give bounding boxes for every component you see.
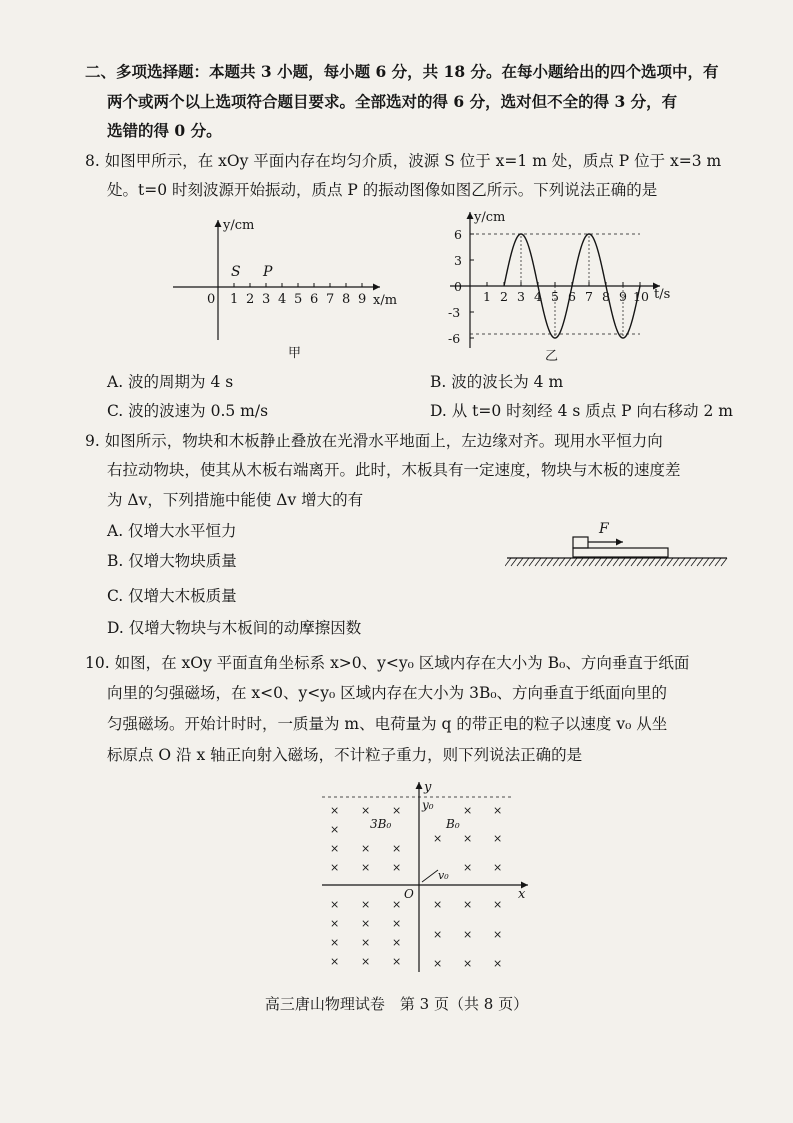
hatch-line <box>613 558 619 566</box>
q10-stem-line4: 标原点 O 沿 x 轴正向射入磁场，不计粒子重力，则下列说法正确的是 <box>107 746 583 764</box>
q10-figure-magnetic-field <box>318 776 538 976</box>
hatch-line <box>655 558 661 566</box>
section-heading-line2: 两个或两个以上选项符合题目要求。全部选对的得 6 分，选对但不全的得 3 分，有 <box>107 92 678 111</box>
field-cross-left: × <box>361 861 371 874</box>
y-tick-label: 6 <box>454 227 462 242</box>
t-tick-label: 9 <box>619 289 627 304</box>
block <box>573 537 588 548</box>
ground-hatch <box>505 558 727 566</box>
field-cross-left: × <box>330 898 340 911</box>
v0-label: v₀ <box>438 869 449 882</box>
x-tick-label: 8 <box>342 292 351 307</box>
q9-option-b[interactable]: B. 仅增大物块质量 <box>107 552 237 570</box>
section-heading-line1: 二、多项选择题：本题共 3 小题，每小题 6 分，共 18 分。在每小题给出的四个选项中，有 <box>85 62 719 81</box>
field-cross-right: × <box>493 957 503 970</box>
hatch-line <box>517 558 523 566</box>
v0-leader-line <box>422 870 438 882</box>
q8-figure-yi <box>410 206 680 366</box>
q8-option-c[interactable]: C. 波的波速为 0.5 m/s <box>107 402 269 420</box>
field-cross-right: × <box>493 898 503 911</box>
q8-figure-jia <box>165 212 405 362</box>
field-cross-left: × <box>392 936 402 949</box>
x-tick-label: 6 <box>310 292 319 307</box>
field-cross-left: × <box>330 804 340 817</box>
hatch-line <box>571 558 577 566</box>
field-cross-left: × <box>392 804 402 817</box>
left-field-label: 3B₀ <box>370 817 392 831</box>
field-cross-right: × <box>493 832 503 845</box>
field-cross-right: × <box>433 832 443 845</box>
source-s-label: S <box>231 264 241 280</box>
hatch-line <box>703 558 709 566</box>
board <box>573 548 668 557</box>
t-tick-label: 2 <box>500 289 508 304</box>
hatch-line <box>715 558 721 566</box>
q8-stem-line1: 8. 如图甲所示，在 xOy 平面内存在均匀介质，波源 S 位于 x=1 m 处，质点 P 位于 x=3 m <box>85 152 722 170</box>
q8-option-b[interactable]: B. 波的波长为 4 m <box>430 373 564 391</box>
hatch-line <box>553 558 559 566</box>
q10-stem-line3: 匀强磁场。开始计时时，一质量为 m、电荷量为 q 的带正电的粒子以速度 v₀ 从坐 <box>107 715 668 733</box>
hatch-line <box>661 558 667 566</box>
q8-option-d[interactable]: D. 从 t=0 时刻经 4 s 质点 P 向右移动 2 m <box>430 402 733 420</box>
y-axis-label: y <box>424 780 432 795</box>
q9-stem-line1: 9. 如图所示，物块和木板静止叠放在光滑水平地面上，左边缘对齐。现用水平恒力向 <box>85 432 663 450</box>
field-cross-left: × <box>361 804 371 817</box>
field-cross-left: × <box>330 955 340 968</box>
hatch-line <box>559 558 565 566</box>
field-cross-left: × <box>361 898 371 911</box>
hatch-line <box>505 558 511 566</box>
hatch-line <box>607 558 613 566</box>
x-tick-label: 9 <box>358 292 367 307</box>
hatch-line <box>637 558 643 566</box>
q9-figure-block-board <box>505 516 730 571</box>
field-cross-left: × <box>361 936 371 949</box>
t-tick-label: 5 <box>551 289 559 304</box>
hatch-line <box>721 558 727 566</box>
force-label: F <box>599 521 609 537</box>
hatch-line <box>709 558 715 566</box>
hatch-line <box>529 558 535 566</box>
hatch-line <box>643 558 649 566</box>
x-tick-label: 2 <box>246 292 255 307</box>
hatch-line <box>631 558 637 566</box>
hatch-line <box>625 558 631 566</box>
field-cross-right: × <box>433 898 443 911</box>
y-tick-label: -6 <box>448 331 461 346</box>
t-tick-label: 6 <box>568 289 576 304</box>
t-tick-label: 4 <box>534 289 542 304</box>
q10-stem-line1: 10. 如图，在 xOy 平面直角坐标系 x>0、y<y₀ 区域内存在大小为 B₀、方向垂直于纸面 <box>85 654 690 672</box>
field-cross-left: × <box>330 936 340 949</box>
hatch-line <box>685 558 691 566</box>
field-cross-right: × <box>463 928 473 941</box>
q8-option-a[interactable]: A. 波的周期为 4 s <box>107 373 234 391</box>
hatch-line <box>565 558 571 566</box>
hatch-line <box>619 558 625 566</box>
q9-stem-line2: 右拉动物块，使其从木板右端离开。此时，木板具有一定速度，物块与木板的速度差 <box>107 461 681 479</box>
x-tick-label: 1 <box>230 292 239 307</box>
x-axis-label: x/m <box>373 293 398 308</box>
figure-caption-jia: 甲 <box>288 346 302 361</box>
q9-option-a[interactable]: A. 仅增大水平恒力 <box>107 522 237 540</box>
figure-caption-yi: 乙 <box>545 349 559 364</box>
hatch-line <box>577 558 583 566</box>
hatch-line <box>547 558 553 566</box>
field-cross-right: × <box>493 928 503 941</box>
q9-stem-line3: 为 Δv，下列措施中能使 Δv 增大的有 <box>107 491 364 509</box>
x-tick-label: 0 <box>207 292 216 307</box>
field-cross-left: × <box>330 842 340 855</box>
field-cross-left: × <box>330 861 340 874</box>
field-cross-right: × <box>463 804 473 817</box>
field-cross-left: × <box>361 842 371 855</box>
y-axis-label: y/cm <box>474 210 506 225</box>
hatch-line <box>673 558 679 566</box>
field-cross-right: × <box>493 804 503 817</box>
origin-label: O <box>404 887 414 901</box>
field-cross-left: × <box>392 917 402 930</box>
page-footer: 高三唐山物理试卷 第 3 页（共 8 页） <box>264 995 529 1013</box>
hatch-line <box>541 558 547 566</box>
hatch-line <box>679 558 685 566</box>
t-tick-label: 10 <box>633 289 649 304</box>
field-cross-left: × <box>392 861 402 874</box>
field-cross-left: × <box>392 955 402 968</box>
field-cross-left: × <box>392 842 402 855</box>
section-heading-line3: 选错的得 0 分。 <box>107 121 222 140</box>
x-tick-label: 4 <box>278 292 287 307</box>
y-axis-label: y/cm <box>223 218 255 233</box>
field-cross-right: × <box>463 957 473 970</box>
q10-stem-line2: 向里的匀强磁场，在 x<0、y<y₀ 区域内存在大小为 3B₀、方向垂直于纸面向里的 <box>107 684 668 702</box>
t-tick-label: 1 <box>483 289 491 304</box>
point-p-label: P <box>263 264 273 280</box>
hatch-line <box>535 558 541 566</box>
hatch-line <box>697 558 703 566</box>
field-cross-right: × <box>463 898 473 911</box>
field-crosses <box>330 804 502 970</box>
hatch-line <box>511 558 517 566</box>
hatch-line <box>667 558 673 566</box>
field-cross-left: × <box>392 898 402 911</box>
y-tick-label: 0 <box>454 279 462 294</box>
t-axis-label: t/s <box>654 287 671 302</box>
field-cross-left: × <box>361 955 371 968</box>
x-tick-label: 3 <box>262 292 271 307</box>
t-tick-label: 8 <box>602 289 610 304</box>
field-cross-right: × <box>463 861 473 874</box>
q8-stem-line2: 处。t=0 时刻波源开始振动，质点 P 的振动图像如图乙所示。下列说法正确的是 <box>107 181 658 199</box>
right-field-label: B₀ <box>446 817 460 831</box>
hatch-line <box>523 558 529 566</box>
field-cross-right: × <box>493 861 503 874</box>
field-cross-left: × <box>361 917 371 930</box>
y-tick-label: -3 <box>448 305 461 320</box>
hatch-line <box>595 558 601 566</box>
y-tick-label: 3 <box>454 253 462 268</box>
field-cross-right: × <box>463 832 473 845</box>
field-cross-left: × <box>330 917 340 930</box>
x-tick-label: 5 <box>294 292 303 307</box>
q9-option-d[interactable]: D. 仅增大物块与木板间的动摩擦因数 <box>107 619 362 637</box>
x-tick-label: 7 <box>326 292 335 307</box>
hatch-line <box>589 558 595 566</box>
hatch-line <box>691 558 697 566</box>
hatch-line <box>583 558 589 566</box>
hatch-line <box>601 558 607 566</box>
hatch-line <box>649 558 655 566</box>
field-cross-right: × <box>433 957 443 970</box>
q9-option-c[interactable]: C. 仅增大木板质量 <box>107 587 237 605</box>
t-tick-label: 7 <box>585 289 593 304</box>
x-axis-label: x <box>518 887 526 902</box>
y0-label: y₀ <box>422 798 434 812</box>
t-tick-label: 3 <box>517 289 525 304</box>
field-cross-right: × <box>433 928 443 941</box>
field-cross-left: × <box>330 823 340 836</box>
